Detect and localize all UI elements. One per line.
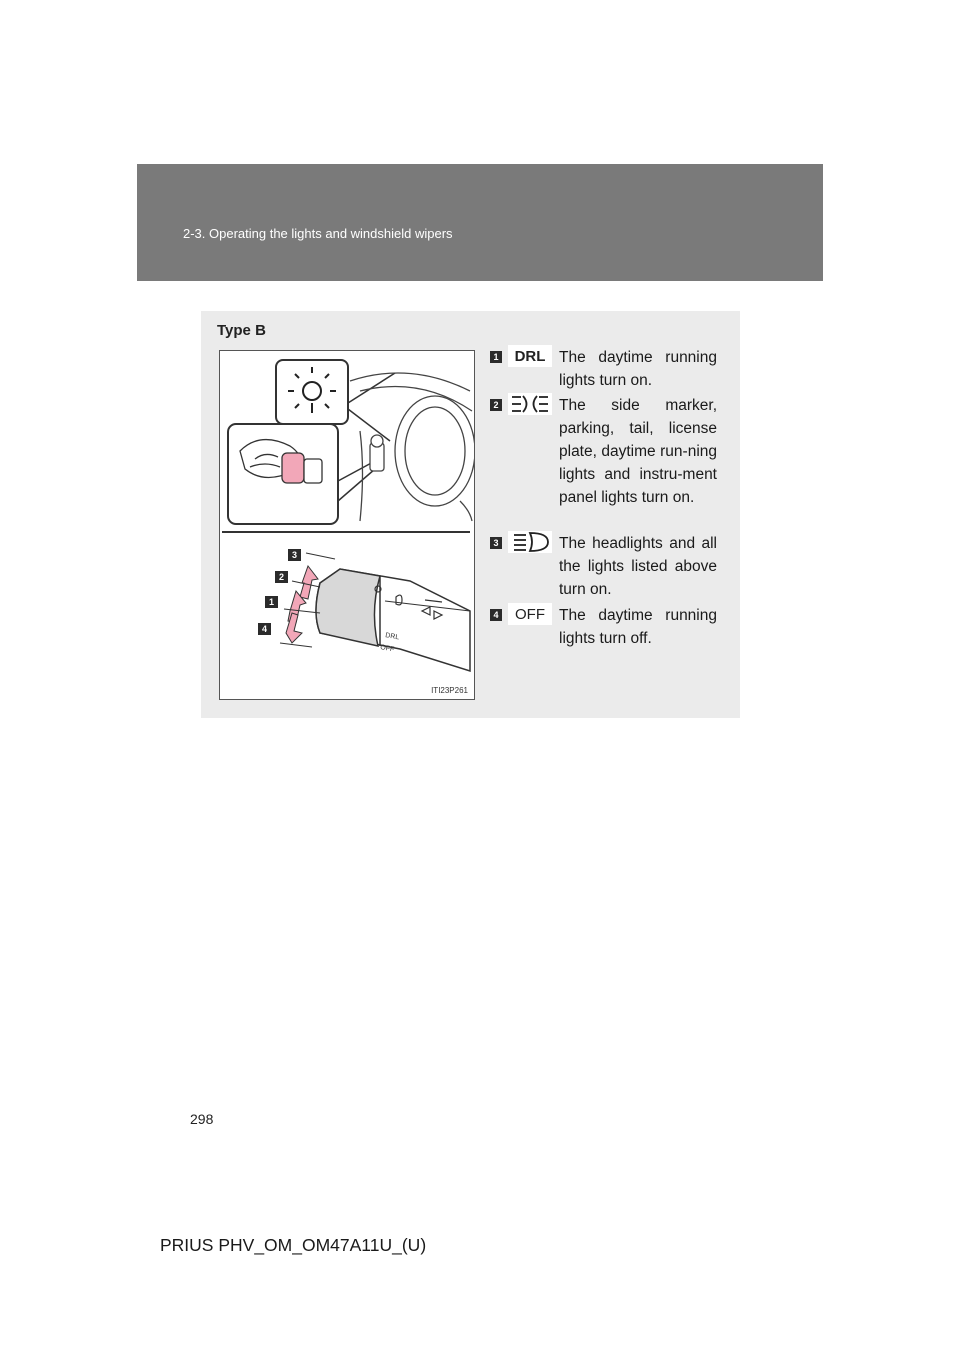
type-label: Type B xyxy=(217,322,266,339)
side-marker-lights-icon-svg xyxy=(508,393,552,415)
headlight-icon-svg xyxy=(508,531,552,553)
drl-symbol-text: DRL xyxy=(514,347,546,365)
lever-drl-label: DRL xyxy=(384,632,400,642)
light-switch-lever xyxy=(316,569,470,671)
off-text-icon xyxy=(508,603,552,625)
headlight-icon xyxy=(508,531,552,553)
figure-code: ITI23P261 xyxy=(431,686,468,695)
drl-text-icon xyxy=(508,345,552,367)
page-number: 298 xyxy=(190,1111,214,1127)
figure-badge-2: 2 xyxy=(275,571,288,583)
item-description-2: The side marker, parking, tail, license plate, daytime run-ning lights and instru-ment panel lights turn on. xyxy=(559,397,717,506)
lever-off-label: OFF xyxy=(379,644,395,654)
item-number-1: 1 xyxy=(490,351,502,363)
header-band xyxy=(137,164,823,281)
light-switch-illustration xyxy=(219,350,475,700)
side-marker-lights-icon xyxy=(508,393,552,415)
figure-badge-3: 3 xyxy=(288,549,301,561)
item-description-3: The headlights and all the lights listed above turn on. xyxy=(559,535,717,598)
figure-badge-4: 4 xyxy=(258,623,271,635)
item-number-3: 3 xyxy=(490,537,502,549)
figure-badge-1: 1 xyxy=(265,596,278,608)
item-number-2: 2 xyxy=(490,399,502,411)
off-symbol-text: OFF xyxy=(515,605,545,623)
section-title: 2-3. Operating the lights and windshield wipers xyxy=(183,226,453,241)
document-code: PRIUS PHV_OM_OM47A11U_(U) xyxy=(160,1235,427,1255)
dashboard-sketch xyxy=(350,373,474,521)
item-description-1: The daytime running lights turn on. xyxy=(559,349,717,389)
illustration-drawing xyxy=(220,351,474,699)
item-number-4: 4 xyxy=(490,609,502,621)
item-description-4: The daytime running lights turn off. xyxy=(559,607,717,647)
rotation-arrows xyxy=(286,566,318,643)
